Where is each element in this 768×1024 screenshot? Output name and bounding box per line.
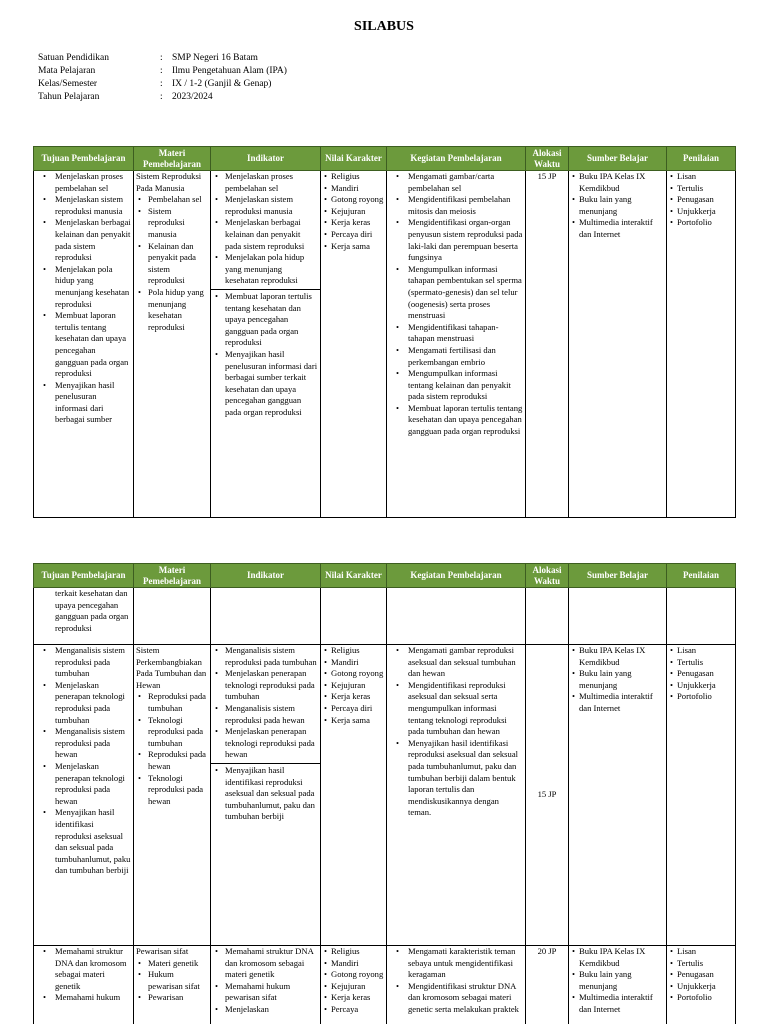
list-item: • Multimedia interaktif dan Internet bbox=[571, 217, 664, 240]
list-item: • Lisan bbox=[669, 946, 733, 958]
meta-colon: : bbox=[160, 53, 163, 63]
list-item: • Gotong royong bbox=[323, 969, 384, 981]
list-item: • Unjukkerja bbox=[669, 206, 733, 218]
sumber-cell bbox=[569, 645, 667, 946]
list-item: • Buku IPA Kelas IX Kemdikbud bbox=[571, 171, 664, 194]
table-header-row bbox=[34, 147, 736, 171]
materi-cell bbox=[134, 946, 211, 1024]
indikator-cell bbox=[211, 171, 321, 518]
meta-colon: : bbox=[160, 92, 163, 102]
list-item: • Religius bbox=[323, 171, 384, 183]
list-item: • Buku IPA Kelas IX Kemdikbud bbox=[571, 645, 664, 668]
header-penilaian: Penilaian bbox=[667, 564, 736, 588]
list-item: • Gotong royong bbox=[323, 194, 384, 206]
list-item: • Buku lain yang menunjang bbox=[571, 668, 664, 691]
list-item: • Percaya diri bbox=[323, 229, 384, 241]
empty-cell bbox=[569, 588, 667, 645]
header-alokasi: Alokasi Waktu bbox=[526, 564, 569, 588]
list-item: • Memahami hukum bbox=[36, 992, 131, 1004]
header-sumber: Sumber Belajar bbox=[569, 564, 667, 588]
list-item: • Buku lain yang menunjang bbox=[571, 969, 664, 992]
sumber-cell bbox=[569, 946, 667, 1024]
meta-value: 2023/2024 bbox=[172, 92, 213, 102]
list-item: • Membuat laporan tertulis tentang kesehatan dan upaya pencegahan gangguan pada organ reproduksi bbox=[36, 310, 131, 380]
meta-row bbox=[38, 91, 287, 104]
list-item: • Mengidentifikasi struktur DNA dan kromosom sebagai materi genetic serta melakukan praktek bbox=[389, 981, 523, 1016]
nilai-cell bbox=[321, 645, 387, 946]
list-item: • Kejujuran bbox=[323, 981, 384, 993]
list-item: • Hukum pewarisan sifat bbox=[136, 969, 208, 992]
document-meta bbox=[38, 52, 287, 104]
list-item: • Buku lain yang menunjang bbox=[571, 194, 664, 217]
list-item: • Tertulis bbox=[669, 657, 733, 669]
list-item: • Menganalisis sistem reproduksi pada tumbuhan bbox=[213, 645, 318, 668]
page-title: SILABUS bbox=[354, 19, 414, 34]
meta-label: Mata Pelajaran bbox=[38, 66, 96, 76]
list-item: • Portofolio bbox=[669, 217, 733, 229]
meta-row bbox=[38, 65, 287, 78]
header-tujuan: Tujuan Pembelajaran bbox=[34, 147, 134, 171]
list-item: • Pola hidup yang menunjang kesehatan reproduksi bbox=[136, 287, 208, 333]
syllabus-table-2 bbox=[33, 563, 736, 1024]
list-item: • Gotong royong bbox=[323, 668, 384, 680]
list-item: • Pembelahan sel bbox=[136, 194, 208, 206]
indikator-divider bbox=[211, 289, 320, 419]
kegiatan-cell bbox=[387, 171, 526, 518]
materi-cell bbox=[134, 171, 211, 518]
list-item: • Mandiri bbox=[323, 958, 384, 970]
alokasi-cell: 15 JP bbox=[526, 645, 569, 946]
list-item: • Mengamati fertilisasi dan perkembangan embrio bbox=[389, 345, 523, 368]
header-indikator: Indikator bbox=[211, 147, 321, 171]
header-penilaian: Penilaian bbox=[667, 147, 736, 171]
indikator-cell bbox=[211, 645, 321, 946]
list-item: • Memahami hukum pewarisan sifat bbox=[213, 981, 318, 1004]
list-item: • Reproduksi pada hewan bbox=[136, 749, 208, 772]
table-row bbox=[34, 588, 736, 645]
list-item: • Menyajikan hasil identifikasi reproduksi aseksual dan seksual pada tumbuhanlumut, paku dan tumbuhan berbiji dalam bentuk laporan tertulis dan mendiskusikannya dengan teman. bbox=[389, 738, 523, 819]
header-nilai: Nilai Karakter bbox=[321, 147, 387, 171]
list-item: • Portofolio bbox=[669, 992, 733, 1004]
materi-title: Pewarisan sifat bbox=[136, 946, 189, 956]
list-item: • Kejujuran bbox=[323, 206, 384, 218]
list-item: • Kerja keras bbox=[323, 217, 384, 229]
header-indikator: Indikator bbox=[211, 564, 321, 588]
list-item: • Religius bbox=[323, 946, 384, 958]
header-sumber: Sumber Belajar bbox=[569, 147, 667, 171]
list-item: • Mengumpulkan informasi tahapan pembentukan sel sperma (spermato-genesis) dan sel telur (oogenesis) serta proses menstruasi bbox=[389, 264, 523, 322]
table-row bbox=[34, 946, 736, 1024]
meta-colon: : bbox=[160, 66, 163, 76]
meta-row bbox=[38, 78, 287, 91]
table-header-row bbox=[34, 564, 736, 588]
tujuan-cell bbox=[34, 946, 134, 1024]
list-item: • Menjelaskan penerapan teknologi reproduksi pada hewan bbox=[213, 726, 318, 761]
materi-title: Sistem Reproduksi Pada Manusia bbox=[136, 171, 202, 193]
list-item: • Mengidentifikasi reproduksi aseksual dan seksual serta mengumpulkan informasi tentang teknologi reproduksi pada tumbuhan dan hewan bbox=[389, 680, 523, 738]
meta-row bbox=[38, 52, 287, 65]
indikator-cell bbox=[211, 946, 321, 1024]
header-nilai: Nilai Karakter bbox=[321, 564, 387, 588]
list-item: • Memahami struktur DNA dan kromosom sebagai materi genetik bbox=[213, 946, 318, 981]
header-kegiatan: Kegiatan Pembelajaran bbox=[387, 147, 526, 171]
list-item: • Menjelaskan penerapan teknologi reproduksi pada tumbuhan bbox=[213, 668, 318, 703]
list-item: • Percaya diri bbox=[323, 703, 384, 715]
list-item: • Buku IPA Kelas IX Kemdikbud bbox=[571, 946, 664, 969]
empty-cell bbox=[134, 588, 211, 645]
list-item: • Mengidentifikasi organ-organ penyusun sistem reproduksi pada laki-laki dan perempuan beserta fungsinya bbox=[389, 217, 523, 263]
list-item: • Mandiri bbox=[323, 183, 384, 195]
list-item: • Religius bbox=[323, 645, 384, 657]
list-item: • Kerja keras bbox=[323, 691, 384, 703]
header-materi: Materi Pemebelajaran bbox=[134, 564, 211, 588]
meta-value: IX / 1-2 (Ganjil & Genap) bbox=[172, 79, 272, 89]
header-alokasi: Alokasi Waktu bbox=[526, 147, 569, 171]
list-item: • Membuat laporan tertulis tentang kesehatan dan upaya pencegahan gangguan pada organ reproduksi bbox=[389, 403, 523, 438]
meta-colon: : bbox=[160, 79, 163, 89]
list-item: • Menjelaskan proses pembelahan sel bbox=[213, 171, 318, 194]
list-item: • Menganalisis sistem reproduksi pada tumbuhan bbox=[36, 645, 131, 680]
materi-title: Sistem Perkembangbiakan Pada Tumbuhan dan Hewan bbox=[136, 645, 207, 690]
kegiatan-cell bbox=[387, 645, 526, 946]
list-item: • Multimedia interaktif dan Internet bbox=[571, 691, 664, 714]
list-item: • Tertulis bbox=[669, 183, 733, 195]
list-item: • Lisan bbox=[669, 645, 733, 657]
list-item: • Menyajikan hasil penelusuran informasi dari berbagai sumber bbox=[36, 380, 131, 426]
empty-cell bbox=[321, 588, 387, 645]
list-item: • Kelainan dan penyakit pada sistem reproduksi bbox=[136, 241, 208, 287]
meta-label: Satuan Pendidikan bbox=[38, 53, 109, 63]
list-item: • Teknologi reproduksi pada tumbuhan bbox=[136, 715, 208, 750]
header-tujuan: Tujuan Pembelajaran bbox=[34, 564, 134, 588]
empty-cell bbox=[387, 588, 526, 645]
list-item: • Kerja sama bbox=[323, 715, 384, 727]
list-item: • Portofolio bbox=[669, 691, 733, 703]
list-item: • Menjelaskan bbox=[213, 1004, 318, 1016]
list-item: • Menjelakan pola hidup yang menunjang kesehatan reproduksi bbox=[36, 264, 131, 310]
kegiatan-cell bbox=[387, 946, 526, 1024]
header-kegiatan: Kegiatan Pembelajaran bbox=[387, 564, 526, 588]
list-item: • Memahami struktur DNA dan kromosom sebagai materi genetik bbox=[36, 946, 131, 992]
penilaian-cell bbox=[667, 946, 736, 1024]
nilai-cell bbox=[321, 946, 387, 1024]
list-item: • Mengumpulkan informasi tentang kelainan dan penyakit pada sistem reproduksi bbox=[389, 368, 523, 403]
list-item: • Multimedia interaktif dan Internet bbox=[571, 992, 664, 1015]
list-item: • Menyajikan hasil identifikasi reproduksi aseksual dan seksual pada tumbuhanlumut, paku dan tumbuhan berbiji bbox=[213, 765, 318, 823]
list-item: • Mengamati karakteristik teman sebaya untuk mengidentifikasi keragaman bbox=[389, 946, 523, 981]
list-item: • Menjelaskan berbagai kelainan dan penyakit pada sistem reproduksi bbox=[36, 217, 131, 263]
indikator-divider bbox=[211, 763, 320, 823]
list-item: • Penugasan bbox=[669, 194, 733, 206]
table-row bbox=[34, 645, 736, 946]
list-item: • Kejujuran bbox=[323, 680, 384, 692]
list-item: • Menjelaskan proses pembelahan sel bbox=[36, 171, 131, 194]
list-item: • Menjelaskan penerapan teknologi reproduksi pada tumbuhan bbox=[36, 680, 131, 726]
list-item: • Kerja keras bbox=[323, 992, 384, 1004]
list-item: • Menjelaskan sistem reproduksi manusia bbox=[36, 194, 131, 217]
list-item: • Menganalisis sistem reproduksi pada hewan bbox=[213, 703, 318, 726]
list-item: • Menjelaskan penerapan teknologi reproduksi pada hewan bbox=[36, 761, 131, 807]
list-item: • Unjukkerja bbox=[669, 981, 733, 993]
nilai-cell bbox=[321, 171, 387, 518]
list-item: • Tertulis bbox=[669, 958, 733, 970]
table-row bbox=[34, 171, 736, 518]
syllabus-table-1 bbox=[33, 146, 736, 518]
penilaian-cell bbox=[667, 645, 736, 946]
list-item: • Menjelaskan sistem reproduksi manusia bbox=[213, 194, 318, 217]
list-item: • Penugasan bbox=[669, 668, 733, 680]
empty-cell bbox=[667, 588, 736, 645]
sumber-cell bbox=[569, 171, 667, 518]
list-item: • Mengamati gambar reproduksi aseksual dan seksual tumbuhan dan hewan bbox=[389, 645, 523, 680]
list-item: • Menjelaskan berbagai kelainan dan penyakit pada sistem reproduksi bbox=[213, 217, 318, 252]
meta-value: Ilmu Pengetahuan Alam (IPA) bbox=[172, 66, 287, 76]
header-materi: Materi Pemebelajaran bbox=[134, 147, 211, 171]
empty-cell bbox=[211, 588, 321, 645]
list-item: • Lisan bbox=[669, 171, 733, 183]
alokasi-cell: 20 JP bbox=[526, 946, 569, 1024]
list-item: • Percaya bbox=[323, 1004, 384, 1016]
list-item: • Menjelakan pola hidup yang menunjang kesehatan reproduksi bbox=[213, 252, 318, 287]
list-item: • Materi genetik bbox=[136, 958, 208, 970]
list-item: • Mengamati gambar/carta pembelahan sel bbox=[389, 171, 523, 194]
list-item: • Teknologi reproduksi pada hewan bbox=[136, 773, 208, 808]
list-item: • Kerja sama bbox=[323, 241, 384, 253]
list-item: • Membuat laporan tertulis tentang kesehatan dan upaya pencegahan gangguan pada organ reproduksi bbox=[213, 291, 318, 349]
penilaian-cell bbox=[667, 171, 736, 518]
meta-label: Kelas/Semester bbox=[38, 79, 98, 89]
list-item: • Menyajikan hasil penelusuran informasi dari berbagai sumber terkait kesehatan dan upaya pencegahan gangguan pada organ reproduksi bbox=[213, 349, 318, 419]
tujuan-cell bbox=[34, 645, 134, 946]
list-item: • Pewarisan bbox=[136, 992, 208, 1004]
list-item: • Reproduksi pada tumbuhan bbox=[136, 691, 208, 714]
list-item: • Penugasan bbox=[669, 969, 733, 981]
list-item: • Sistem reproduksi manusia bbox=[136, 206, 208, 241]
materi-cell bbox=[134, 645, 211, 946]
alokasi-cell: 15 JP bbox=[526, 171, 569, 518]
tujuan-cell bbox=[34, 171, 134, 518]
list-item: • Menyajikan hasil identifikasi reproduksi aseksual dan seksual pada tumbuhanlumut, paku dan tumbuhan berbiji bbox=[36, 807, 131, 877]
meta-label: Tahun Pelajaran bbox=[38, 92, 100, 102]
list-item: • Unjukkerja bbox=[669, 680, 733, 692]
list-item: • Mengidentifikasi tahapan-tahapan menstruasi bbox=[389, 322, 523, 345]
tujuan-continuation: terkait kesehatan dan upaya pencegahan gangguan pada organ reproduksi bbox=[34, 588, 134, 645]
list-item: • Menganalisis sistem reproduksi pada hewan bbox=[36, 726, 131, 761]
empty-cell bbox=[526, 588, 569, 645]
list-item: • Mengidentifikasi pembelahan mitosis dan meiosis bbox=[389, 194, 523, 217]
list-item: • Mandiri bbox=[323, 657, 384, 669]
meta-value: SMP Negeri 16 Batam bbox=[172, 53, 258, 63]
